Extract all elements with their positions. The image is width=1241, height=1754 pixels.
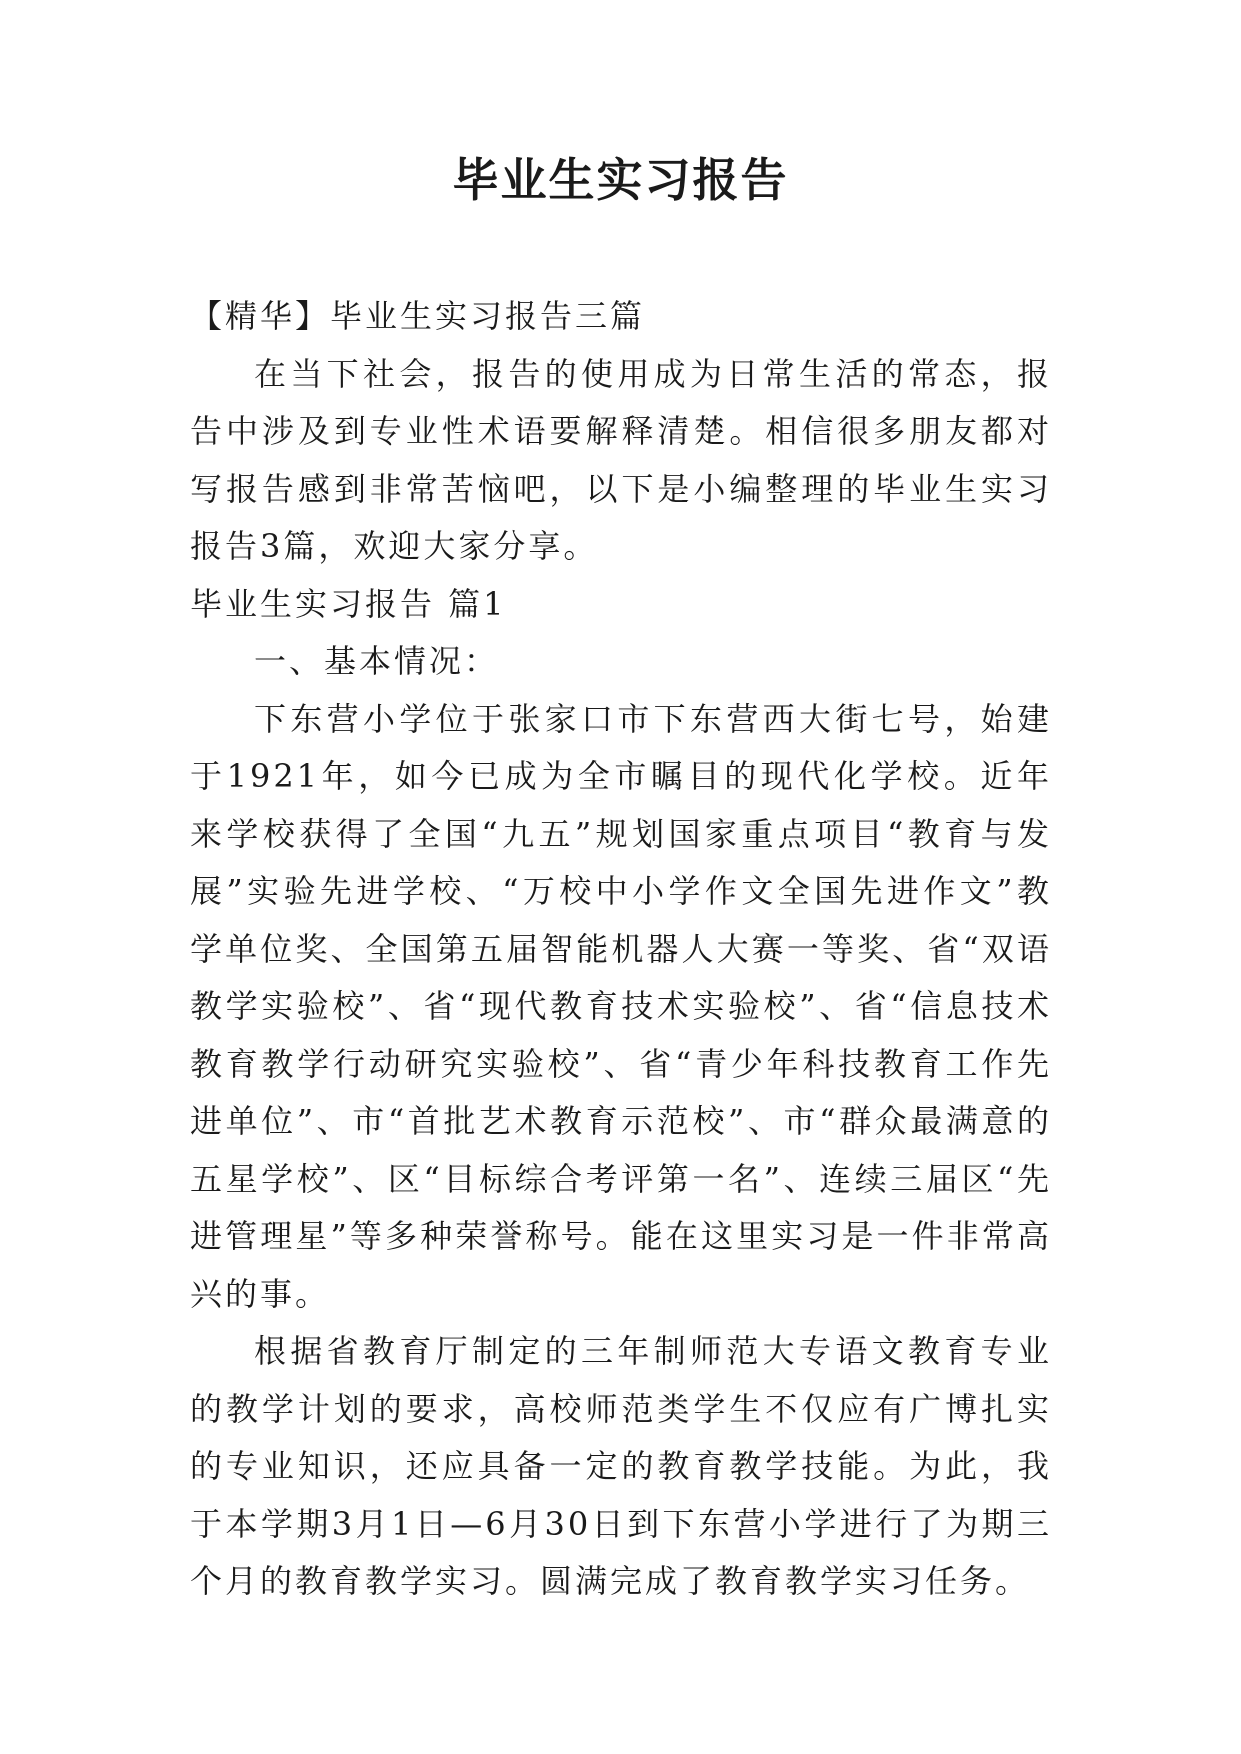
intro-paragraph: 在当下社会，报告的使用成为日常生活的常态，报告中涉及到专业性术语要解释清楚。相信很多朋友都对写报告感到非常苦恼吧，以下是小编整理的毕业生实习报告3篇，欢迎大家分享。	[190, 354, 1052, 565]
internship-purpose-paragraph: 根据省教育厅制定的三年制师范大专语文教育专业的教学计划的要求，高校师范类学生不仅应有广博扎实的专业知识，还应具备一定的教育教学技能。为此，我于本学期3月1日—6月30日到下东营小学进行了为期三个月的教育教学实习。圆满完成了教育教学实习任务。	[190, 1332, 1052, 1600]
article-heading: 【精华】毕业生实习报告三篇	[190, 297, 646, 335]
document-title: 毕业生实习报告	[452, 153, 789, 207]
school-description-paragraph: 下东营小学位于张家口市下东营西大街七号，始建于1921年，如今已成为全市瞩目的现代化学校。近年来学校获得了全国“九五”规划国家重点项目“教育与发展”实验先进学校、“万校中小学作文全国先进作文”教学单位奖、全国第五届智能机器人大赛一等奖、省“双语教学实验校”、省“现代教育技术实验校”、省“信息技术教育教学行动研究实验校”、省“青少年科技教育工作先进单位”、市“首批艺术教育示范校”、市“群众最满意的五星学校”、区“目标综合考评第一名”、连续三届区“先进管理星”等多种荣誉称号。能在这里实习是一件非常高兴的事。	[190, 699, 1052, 1313]
document-body	[190, 288, 1052, 1611]
subsection-heading: 一、基本情况：	[254, 642, 500, 680]
section-heading: 毕业生实习报告 篇1	[190, 584, 507, 623]
